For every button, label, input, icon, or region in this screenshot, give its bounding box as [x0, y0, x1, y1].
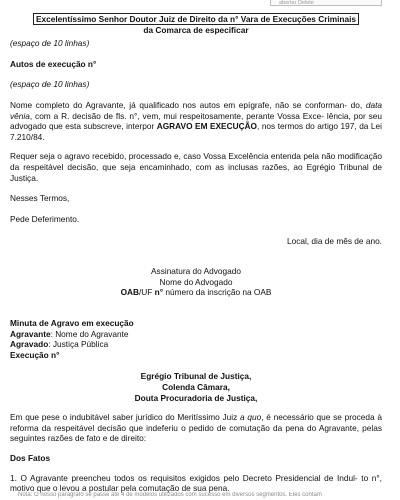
place-date: Local, dia de mês de ano. — [286, 235, 382, 246]
tribunal-address — [10, 371, 382, 403]
text-run: , nos termos do artigo 197, da Lei 7.210/84. — [10, 121, 382, 142]
italic-run: data vênia — [10, 100, 382, 121]
agravante-line — [10, 329, 382, 340]
italic-run: a quo — [240, 412, 262, 423]
section-heading-dos-fatos: Dos Fatos — [10, 453, 51, 464]
text-run: , é necessário que se proceda à reforma da respeitável decisão que indeferiu o pedido de comutação da pena do Agravante, pelas seguintes razões de fato e de direito: — [10, 412, 383, 444]
agravante-label: Agravante — [10, 328, 51, 339]
agravado-line — [10, 339, 382, 350]
text-run: , com a R. decisão de fls. n°, vem, mui respeitosamente, perante Vossa Exce- lência, por seu advogado que esta subscreve, interpor — [10, 110, 382, 132]
lawyer-name: Nome do Advogado — [159, 276, 233, 287]
oab-line — [10, 287, 382, 298]
heading-line-2: da Comarca de especificar — [143, 24, 249, 35]
minuta-title: Minuta de Agravo em execução — [10, 317, 134, 328]
footnote: Nota: O nosso parágrafo se passe até 4 de modelos utilizados com sucesso em diversos segmentos. Eles contam — [18, 492, 322, 498]
text-run: n° — [154, 287, 164, 298]
paragraph-reasons — [10, 412, 382, 444]
paragraph-petition — [10, 100, 382, 142]
spacer-note-1: (espaço de 10 linhas) — [10, 38, 90, 49]
document-heading — [10, 14, 382, 35]
agravante-value: : Nome do Agravante — [50, 328, 129, 339]
paragraph-request: Requer seja o agravo recebido, processado e, caso Vossa Excelência entenda pela não modificação da respeitável decisão, que seja encaminhado, com as inclusas razões, ao Egrégio Tribunal de Justiça. — [10, 151, 382, 183]
text-run: /UF — [139, 287, 155, 298]
text-run: Em que pese o indubitável saber jurídico do Meritíssimo Juiz — [10, 412, 241, 423]
bold-run: AGRAVO EM EXECUÇÃO — [156, 121, 258, 132]
paragraph-fact-1: 1. O Agravante preencheu todos os requisitos exigidos pelo Decreto Presidencial de Indul- to n°, motivo que o levou a postular pela comutação de sua pena. — [10, 472, 382, 494]
signature-block — [10, 266, 382, 298]
tribunal-line-3: Douta Procuradoria de Justiça, — [134, 392, 258, 403]
toolbar-widget[interactable]: abertar Delete — [270, 0, 382, 6]
tribunal-line-2: Colenda Câmara, — [162, 382, 230, 393]
tribunal-line-1: Egrégio Tribunal de Justiça, — [140, 371, 252, 382]
agravado-value: : Justiça Pública — [48, 339, 109, 350]
document-page — [10, 14, 382, 494]
autos-heading: Autos de execução n° — [10, 58, 97, 69]
oab-label: OAB — [120, 287, 139, 298]
text-run: número da inscrição na OAB — [163, 287, 272, 298]
closing-deferral: Pede Deferimento. — [10, 213, 80, 224]
agravado-label: Agravado — [10, 339, 49, 350]
closing-terms: Nesses Termos, — [10, 193, 70, 204]
minuta-block — [10, 318, 382, 360]
signature-line: Assinatura do Advogado — [151, 266, 241, 277]
spacer-note-2: (espaço de 10 linhas) — [10, 79, 90, 90]
text-run: Nome completo do Agravante, já qualificado nos autos em epígrafe, não se conforman- do, — [10, 100, 366, 111]
heading-line-1: Excelentíssimo Senhor Doutor Juiz de Direito da n° Vara de Execuções Criminais — [33, 13, 359, 25]
execucao-line: Execução n° — [10, 349, 60, 360]
